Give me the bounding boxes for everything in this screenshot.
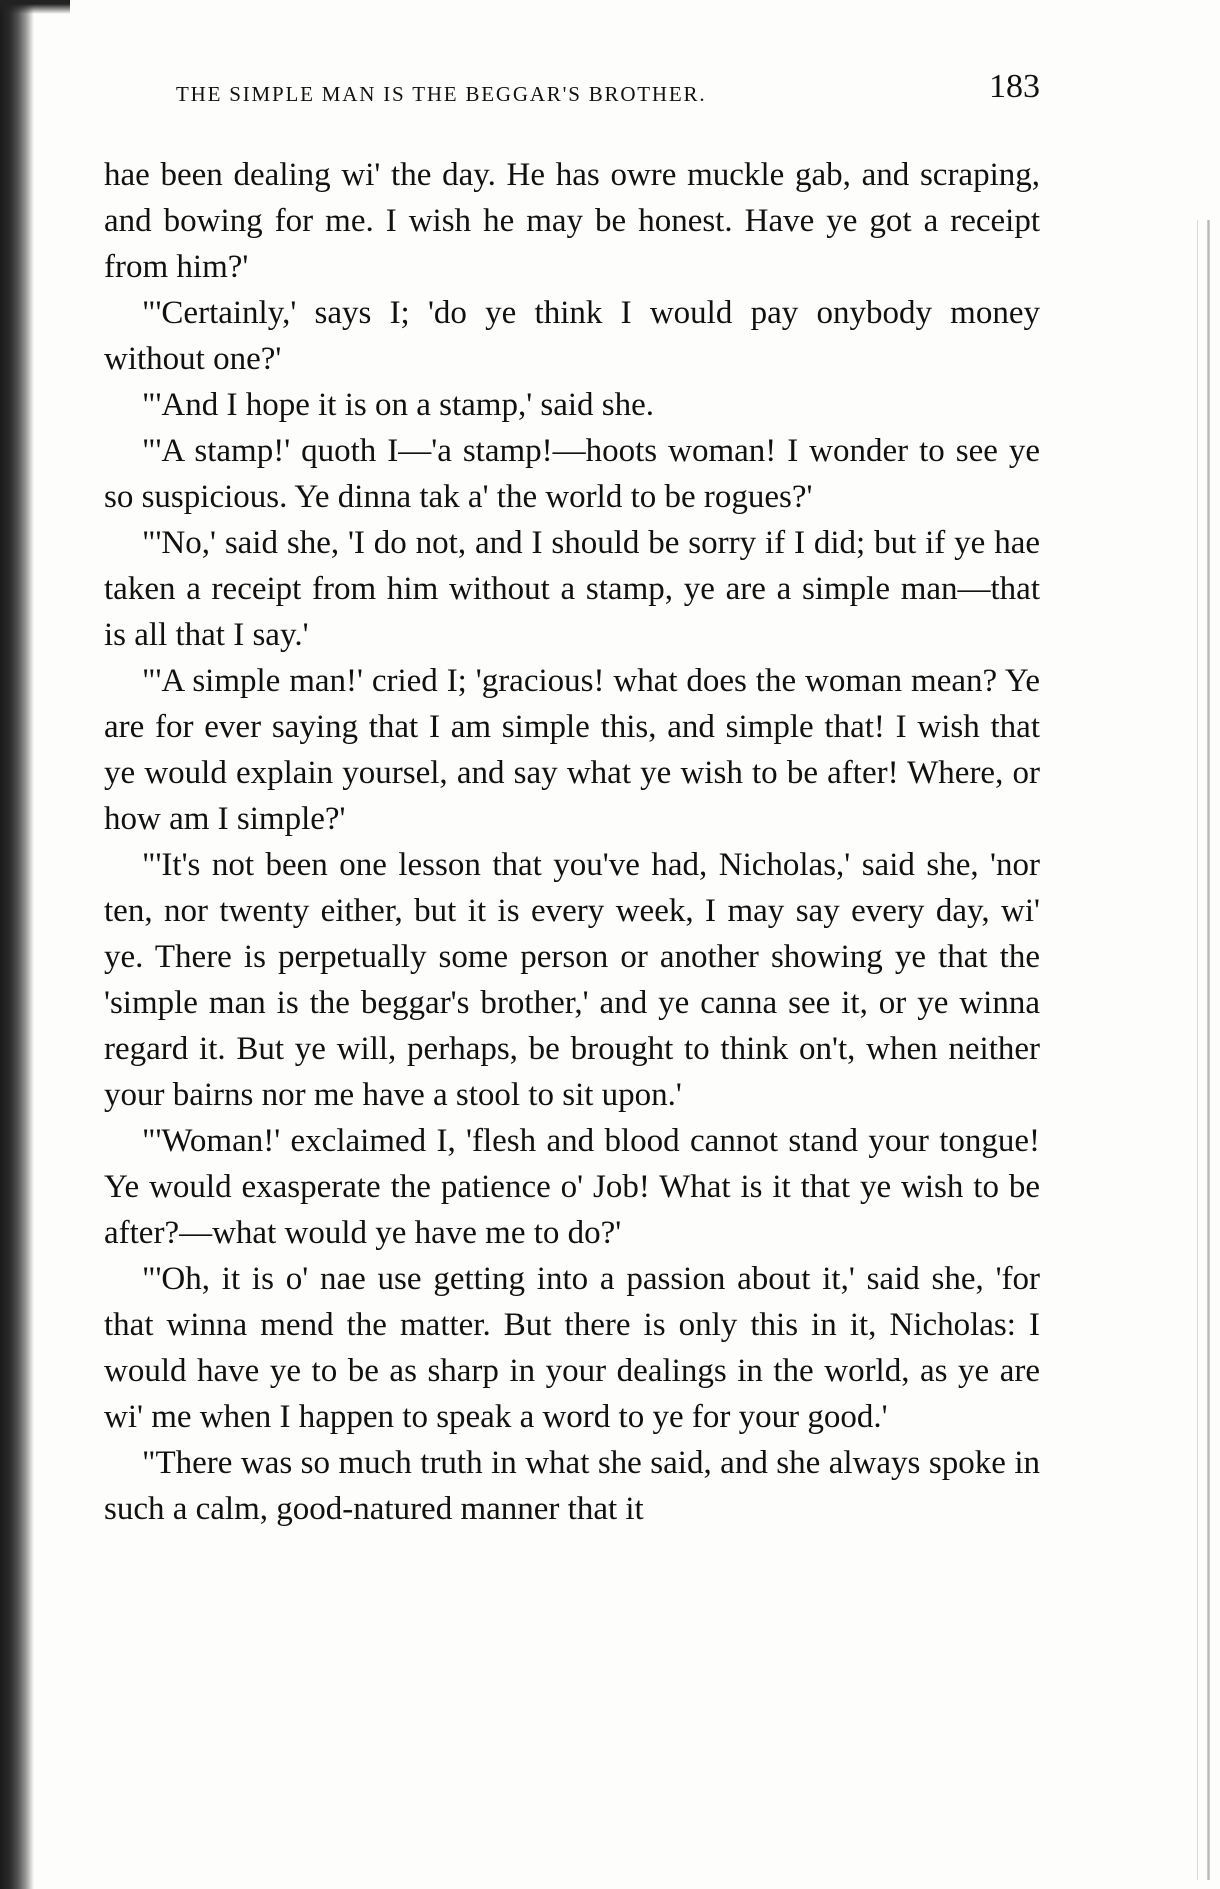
- book-binding-edge: [0, 0, 34, 1889]
- paragraph: "'Oh, it is o' nae use getting into a passion about it,' said she, 'for that winna mend the matter. But there is only this in it, Nicholas: I would have ye to be as sharp in your dealings in the world, as ye are wi' me when I happen to speak a word to ye for your good.': [104, 1261, 1040, 1435]
- binding-shadow: [0, 0, 70, 14]
- paragraph: hae been dealing wi' the day. He has owre muckle gab, and scraping, and bowing for me. I wish he may be honest. Have ye got a receipt from him?': [104, 157, 1040, 285]
- page-number: 183: [989, 68, 1040, 105]
- paragraph: "'Woman!' exclaimed I, 'flesh and blood cannot stand your tongue! Ye would exasperate the patience o' Job! What is it that ye wish to be after?—what would ye have me to do?': [104, 1123, 1040, 1251]
- paragraph: "'A simple man!' cried I; 'gracious! what does the woman mean? Ye are for ever saying that I am simple this, and simple that! I wish that ye would explain yoursel, and say what ye wish to be after! Where, or how am I simple?': [104, 663, 1040, 837]
- paragraph: "'It's not been one lesson that you've had, Nicholas,' said she, 'nor ten, nor twenty either, but it is every week, I may say every day, wi' ye. There is perpetually some person or another showing ye that the 'simple man is the beggar's brother,' and ye canna see it, or ye winna regard it. But ye will, perhaps, be brought to think on't, when neither your bairns nor me have a stool to sit upon.': [104, 847, 1040, 1113]
- page-edge-line: [1207, 220, 1210, 1880]
- paragraph: "There was so much truth in what she said, and she always spoke in such a calm, good-natured manner that it: [104, 1445, 1040, 1527]
- paragraph: "'And I hope it is on a stamp,' said she.: [142, 387, 655, 423]
- page-edge-line-faint: [1197, 220, 1198, 1880]
- body-text: [104, 152, 1040, 1532]
- paragraph: "'No,' said she, 'I do not, and I should be sorry if I did; but if ye hae taken a receipt from him without a stamp, ye are a simple man—that is all that I say.': [104, 525, 1040, 653]
- paragraph: "'A stamp!' quoth I—'a stamp!—hoots woman! I wonder to see ye so suspicious. Ye dinna tak a' the world to be rogues?': [104, 433, 1040, 515]
- paragraph: "'Certainly,' says I; 'do ye think I would pay onybody money without one?': [104, 295, 1040, 377]
- page-header: [104, 68, 1040, 116]
- running-head: THE SIMPLE MAN IS THE BEGGAR'S BROTHER.: [176, 82, 707, 106]
